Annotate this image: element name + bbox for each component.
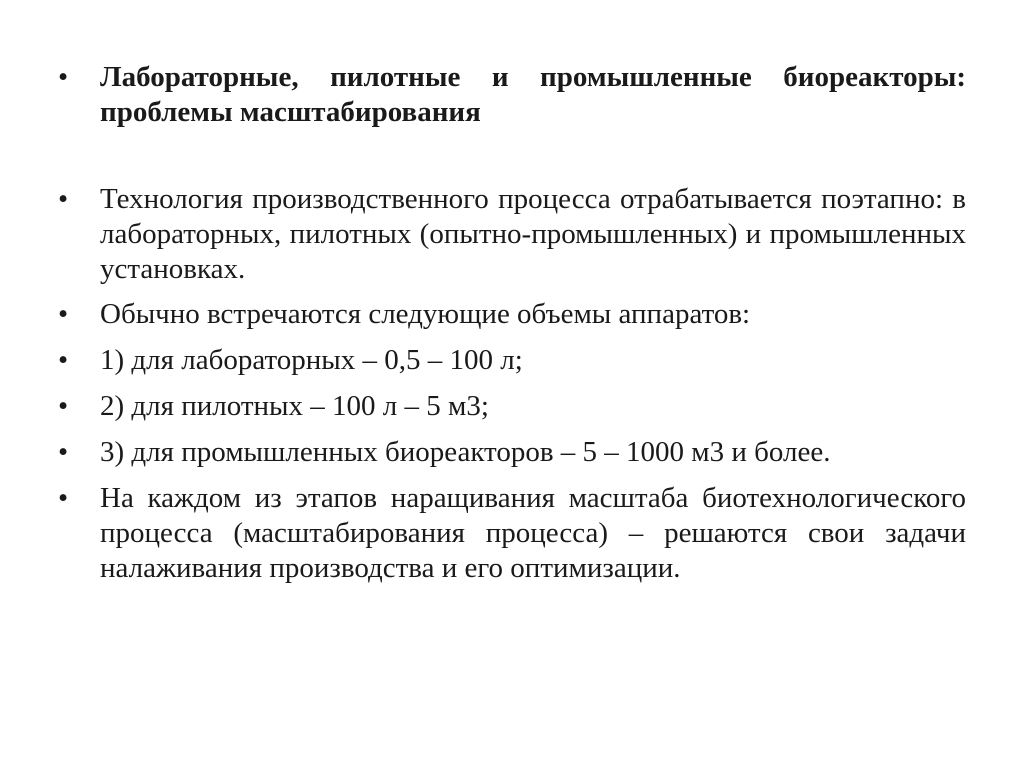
bullet-text: 3) для промышленных биореакторов – 5 – 1000 м3 и более. [100, 436, 831, 468]
bullet-icon: • [58, 482, 69, 514]
bullet-icon: • [58, 183, 69, 215]
bullet-text: 1) для лабораторных – 0,5 – 100 л; [100, 344, 523, 376]
bullet-text: Технология производственного процесса отрабатывается поэтапно: в лабораторных, пилотных (опытно-промышленных) и промышленных установках. [100, 183, 966, 285]
bullet-text: 2) для пилотных – 100 л – 5 м3; [100, 390, 489, 422]
bullet-item-pilot [58, 389, 966, 424]
bullet-item-lab [58, 343, 966, 378]
bullet-item-industrial [58, 435, 966, 470]
bullet-text: На каждом из этапов наращивания масштаба биотехнологического процесса (масштабирования процесса) – решаются свои задачи налаживания производства и его оптимизации. [100, 482, 966, 584]
bullet-item-volumes [58, 297, 966, 332]
slide-title-text: Лабораторные, пилотные и промышленные биореакторы: проблемы масштабирования [100, 61, 966, 128]
bullet-item-scaling [58, 481, 966, 586]
slide-title-item [58, 60, 966, 130]
bullet-list [58, 60, 966, 586]
bullet-icon: • [58, 344, 69, 376]
bullet-text: Обычно встречаются следующие объемы аппаратов: [100, 298, 751, 330]
bullet-icon: • [58, 436, 69, 468]
bullet-icon: • [58, 61, 69, 93]
bullet-item-technology [58, 182, 966, 287]
bullet-icon: • [58, 390, 69, 422]
bullet-icon: • [58, 298, 69, 330]
